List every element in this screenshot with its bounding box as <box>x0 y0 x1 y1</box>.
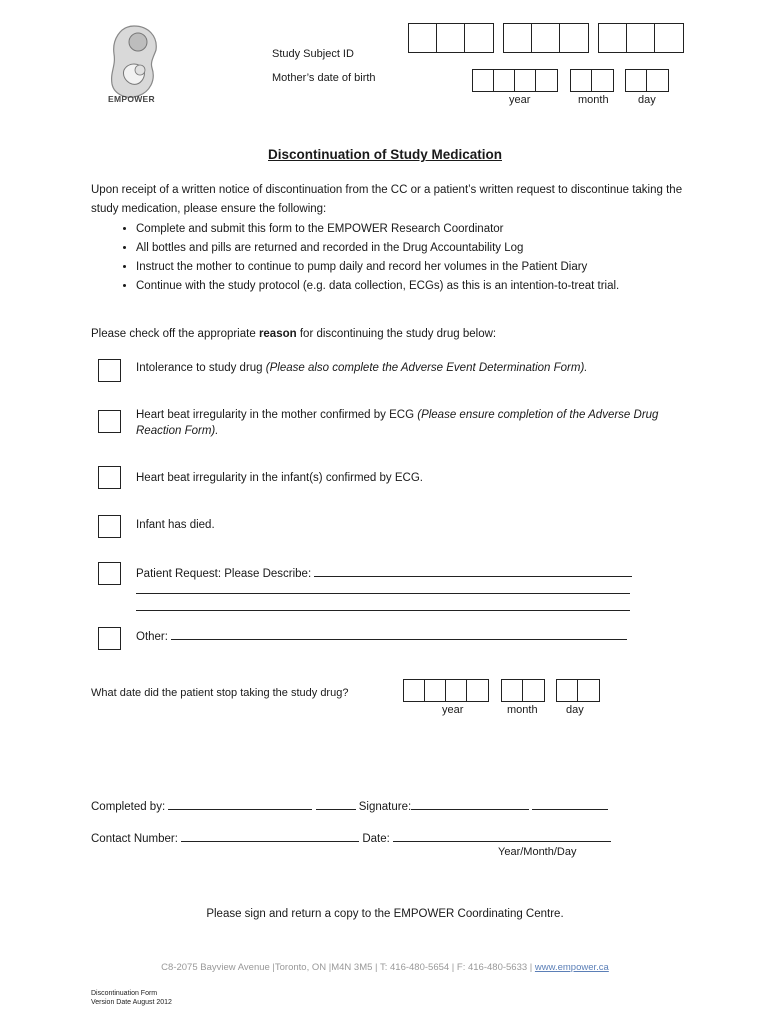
website-link[interactable]: www.empower.ca <box>534 962 609 973</box>
page-title: Discontinuation of Study Medication <box>268 147 502 162</box>
dob-year-digit[interactable] <box>473 70 494 91</box>
stop-day-boxes[interactable] <box>556 679 600 702</box>
dob-year-label: year <box>509 94 531 106</box>
infant-died-checkbox[interactable] <box>98 515 121 538</box>
dob-month-digit[interactable] <box>571 70 592 91</box>
infant-ecg-checkbox[interactable] <box>98 466 121 489</box>
signature-field[interactable] <box>411 798 529 810</box>
dob-year-digit[interactable] <box>536 70 557 91</box>
patient-request-label: Patient Request: Please Describe: <box>136 568 315 580</box>
mother-ecg-note: (Please ensure completion of the Adverse Drug Reaction Form). <box>136 409 659 437</box>
subject-id-digit[interactable] <box>504 24 532 52</box>
stop-year-digit[interactable] <box>467 680 488 701</box>
version-date: Version Date August 2012 <box>91 999 172 1006</box>
subject-id-digit[interactable] <box>437 24 465 52</box>
return-note: Please sign and return a copy to the EMPOWER Coordinating Centre. <box>206 908 564 920</box>
other-line[interactable] <box>171 628 627 640</box>
subject-id-digit[interactable] <box>627 24 655 52</box>
subject-id-digit[interactable] <box>655 24 683 52</box>
infant-died-option: Infant has died. <box>136 519 215 531</box>
other-label: Other: <box>136 631 172 643</box>
completed-by-field-2[interactable] <box>316 798 356 810</box>
patient-request-checkbox[interactable] <box>98 562 121 585</box>
stop-day-digit[interactable] <box>557 680 578 701</box>
stop-month-digit[interactable] <box>502 680 523 701</box>
subject-id-digit[interactable] <box>560 24 588 52</box>
stop-month-label: month <box>507 704 538 716</box>
footer-address: C8-2075 Bayview Avenue |Toronto, ON |M4N 3M5 | T: 416-480-5654 | F: 416-480-5633 | <box>161 962 535 973</box>
signature-label: Signature: <box>358 801 412 813</box>
stop-day-label: day <box>566 704 584 716</box>
list-item: • Instruct the mother to continue to pump daily and record her volumes in the Patient Diary <box>136 258 619 277</box>
completed-by-row <box>91 798 608 813</box>
intolerance-note: (Please also complete the Adverse Event Determination Form). <box>265 362 588 374</box>
stop-year-digit[interactable] <box>446 680 467 701</box>
mother-ecg-text: Heart beat irregularity in the mother confirmed by ECG <box>136 409 418 421</box>
list-item: • Continue with the study protocol (e.g. data collection, ECGs) as this is an intention-to-treat trial. <box>136 277 619 296</box>
dob-day-boxes[interactable] <box>625 69 669 92</box>
reason-prompt <box>91 328 496 340</box>
stop-month-digit[interactable] <box>523 680 544 701</box>
stop-month-boxes[interactable] <box>501 679 545 702</box>
subject-id-digit[interactable] <box>599 24 627 52</box>
infant-ecg-option: Heart beat irregularity in the infant(s) confirmed by ECG. <box>136 472 423 484</box>
patient-request-line-3[interactable] <box>136 597 630 611</box>
intolerance-option <box>136 360 676 376</box>
dob-month-digit[interactable] <box>592 70 613 91</box>
stop-year-label: year <box>442 704 464 716</box>
date-format-hint: Year/Month/Day <box>498 846 577 858</box>
patient-request-line-2[interactable] <box>136 580 630 594</box>
intolerance-text: Intolerance to study drug <box>136 362 266 374</box>
instructions-list <box>114 220 619 296</box>
footer-address-row <box>0 962 770 973</box>
completed-by-field[interactable] <box>168 798 312 810</box>
mother-dob-label: Mother’s date of birth <box>272 72 376 84</box>
dob-month-boxes[interactable] <box>570 69 614 92</box>
logo-text: EMPOWER <box>108 94 155 104</box>
dob-year-digit[interactable] <box>494 70 515 91</box>
date-label: Date: <box>362 833 394 845</box>
subject-id-group-3[interactable] <box>598 23 684 53</box>
dob-day-digit[interactable] <box>647 70 668 91</box>
dob-day-digit[interactable] <box>626 70 647 91</box>
contact-row <box>91 830 611 845</box>
subject-id-group-2[interactable] <box>503 23 589 53</box>
mother-ecg-checkbox[interactable] <box>98 410 121 433</box>
dob-year-boxes[interactable] <box>472 69 558 92</box>
stop-year-boxes[interactable] <box>403 679 489 702</box>
stop-year-digit[interactable] <box>404 680 425 701</box>
stop-year-digit[interactable] <box>425 680 446 701</box>
subject-id-label: Study Subject ID <box>272 48 354 60</box>
signature-field-2[interactable] <box>532 798 608 810</box>
stop-date-question: What date did the patient stop taking the study drug? <box>91 687 349 699</box>
dob-month-label: month <box>578 94 609 106</box>
reason-prompt-before: Please check off the appropriate <box>91 328 259 340</box>
intolerance-checkbox[interactable] <box>98 359 121 382</box>
date-field[interactable] <box>393 830 611 842</box>
list-item: • All bottles and pills are returned and recorded in the Drug Accountability Log <box>136 239 619 258</box>
subject-id-digit[interactable] <box>465 24 493 52</box>
other-option <box>136 628 676 645</box>
reason-prompt-bold: reason <box>258 328 297 340</box>
subject-id-group-1[interactable] <box>408 23 494 53</box>
contact-number-label: Contact Number: <box>91 833 182 845</box>
patient-request-line[interactable] <box>314 565 632 577</box>
mother-ecg-option <box>136 407 676 439</box>
dob-day-label: day <box>638 94 656 106</box>
subject-id-digit[interactable] <box>532 24 560 52</box>
dob-year-digit[interactable] <box>515 70 536 91</box>
reason-prompt-after: for discontinuing the study drug below: <box>296 328 497 340</box>
subject-id-digit[interactable] <box>409 24 437 52</box>
stop-day-digit[interactable] <box>578 680 599 701</box>
intro-paragraph: Upon receipt of a written notice of discontinuation from the CC or a patient’s written request to discontinue taking the study medication, please ensure the following: <box>91 184 683 215</box>
form-name: Discontinuation Form <box>91 990 158 997</box>
completed-by-label: Completed by: <box>91 801 169 813</box>
list-item: • Complete and submit this form to the EMPOWER Research Coordinator <box>136 220 619 239</box>
other-checkbox[interactable] <box>98 627 121 650</box>
contact-number-field[interactable] <box>181 830 359 842</box>
